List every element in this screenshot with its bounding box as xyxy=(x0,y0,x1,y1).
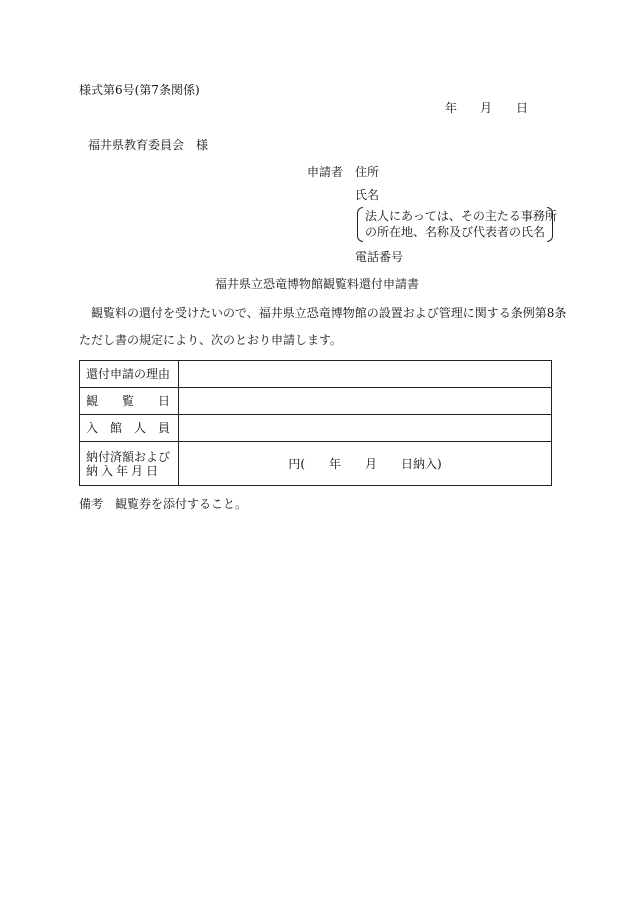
reason-label: 還付申請の理由 xyxy=(80,361,179,388)
payment-label xyxy=(80,442,179,486)
applicant-note xyxy=(357,207,557,240)
payment-value[interactable]: 円( 年 月 日納入) xyxy=(179,442,552,486)
body-line-2: ただし書の規定により、次のとおり申請します。 xyxy=(79,333,343,347)
visit-date-value[interactable] xyxy=(179,388,552,415)
form-number: 様式第6号(第7条関係) xyxy=(79,83,200,97)
table-row xyxy=(80,442,552,486)
table-row xyxy=(80,388,552,415)
body-line-1: 観覧料の還付を受けたいので、福井県立恐竜博物館の設置および管理に関する条例第8条 xyxy=(91,306,567,320)
document-title: 福井県立恐竜博物館観覧料還付申請書 xyxy=(215,277,420,291)
table-row xyxy=(80,415,552,442)
left-brace xyxy=(357,207,363,242)
applicant-address-label: 住所 xyxy=(355,165,380,179)
visitors-value[interactable] xyxy=(179,415,552,442)
date-month: 月 xyxy=(480,101,493,115)
table-row xyxy=(80,361,552,388)
remark: 備考 観覧券を添付すること。 xyxy=(79,497,248,511)
visit-date-label: 観 覧 日 xyxy=(80,388,179,415)
date-year: 年 xyxy=(445,101,458,115)
applicant-label: 申請者 xyxy=(307,165,344,179)
payment-label-line2: 納入年月日 xyxy=(86,463,162,478)
applicant-note-line2: の所在地、名称及び代表者の氏名 xyxy=(365,225,546,239)
applicant-name-label: 氏名 xyxy=(355,188,380,202)
applicant-note-line1: 法人にあっては、その主たる事務所 xyxy=(365,209,557,223)
addressee: 福井県教育委員会 様 xyxy=(88,138,209,152)
reason-value[interactable] xyxy=(179,361,552,388)
payment-label-line1: 納付済額および xyxy=(86,449,171,464)
applicant-phone-label: 電話番号 xyxy=(355,250,404,264)
application-table xyxy=(79,360,552,486)
date-day: 日 xyxy=(516,101,529,115)
visitors-label: 入 館 人 員 xyxy=(80,415,179,442)
